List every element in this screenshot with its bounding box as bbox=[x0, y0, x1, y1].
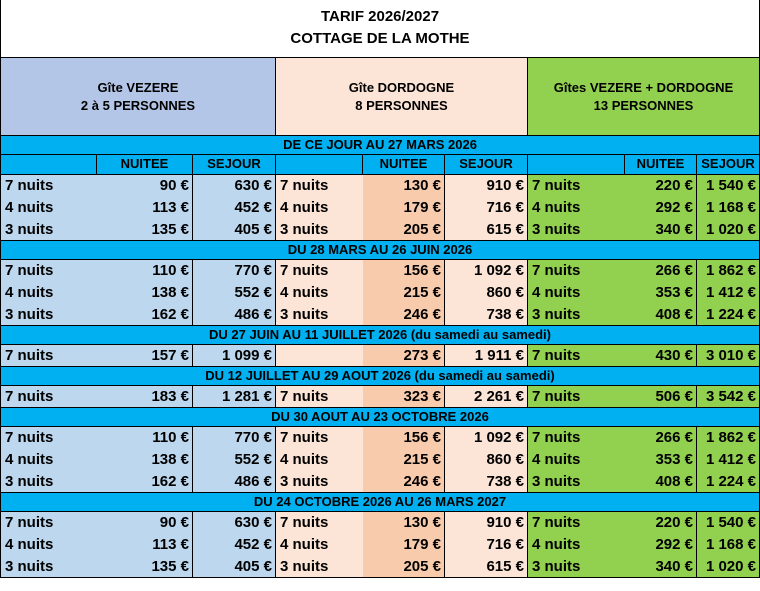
price-nuitee: 183 € bbox=[97, 386, 193, 408]
header-gite-vezere bbox=[0, 58, 276, 136]
price-sejour: 1 092 € bbox=[445, 260, 528, 282]
row-label: 7 nuits bbox=[0, 386, 97, 408]
row-label: 4 nuits bbox=[0, 449, 97, 471]
price-nuitee: 162 € bbox=[97, 471, 193, 493]
header-line-1: Gîte VEZERE bbox=[97, 79, 179, 95]
row-label: 4 nuits bbox=[0, 197, 97, 219]
row-label bbox=[276, 345, 363, 367]
price-sejour: 1 168 € bbox=[697, 197, 760, 219]
price-nuitee: 246 € bbox=[363, 304, 445, 326]
price-sejour: 770 € bbox=[193, 427, 276, 449]
column-header-nuitee: NUITEE bbox=[363, 155, 445, 175]
period-header: DU 24 OCTOBRE 2026 AU 26 MARS 2027 bbox=[0, 493, 760, 512]
header-gite-dordogne bbox=[276, 58, 528, 136]
column-header-blank bbox=[528, 155, 625, 175]
price-sejour: 1 224 € bbox=[697, 471, 760, 493]
price-sejour: 716 € bbox=[445, 534, 528, 556]
price-sejour: 738 € bbox=[445, 471, 528, 493]
price-nuitee: 90 € bbox=[97, 512, 193, 534]
period-header: DU 28 MARS AU 26 JUIN 2026 bbox=[0, 241, 760, 260]
price-sejour: 452 € bbox=[193, 197, 276, 219]
row-label: 7 nuits bbox=[528, 512, 625, 534]
price-sejour: 3 010 € bbox=[697, 345, 760, 367]
row-label: 4 nuits bbox=[528, 197, 625, 219]
row-label: 4 nuits bbox=[528, 282, 625, 304]
row-label: 7 nuits bbox=[0, 345, 97, 367]
price-nuitee: 179 € bbox=[363, 534, 445, 556]
price-sejour: 452 € bbox=[193, 534, 276, 556]
row-label: 3 nuits bbox=[0, 556, 97, 578]
price-sejour: 860 € bbox=[445, 449, 528, 471]
price-sejour: 615 € bbox=[445, 219, 528, 241]
header-line-2: 2 à 5 PERSONNES bbox=[80, 97, 196, 113]
header-line-2: 8 PERSONNES bbox=[355, 97, 448, 113]
row-label: 3 nuits bbox=[528, 471, 625, 493]
price-sejour: 3 542 € bbox=[697, 386, 760, 408]
row-label: 3 nuits bbox=[276, 304, 363, 326]
price-nuitee: 90 € bbox=[97, 175, 193, 197]
column-header-sejour: SEJOUR bbox=[193, 155, 276, 175]
price-nuitee: 215 € bbox=[363, 282, 445, 304]
row-label: 4 nuits bbox=[276, 197, 363, 219]
price-sejour: 1 092 € bbox=[445, 427, 528, 449]
row-label: 7 nuits bbox=[528, 260, 625, 282]
price-sejour: 615 € bbox=[445, 556, 528, 578]
row-label: 7 nuits bbox=[528, 386, 625, 408]
price-sejour: 1 281 € bbox=[193, 386, 276, 408]
column-header-nuitee: NUITEE bbox=[625, 155, 697, 175]
price-sejour: 1 911 € bbox=[445, 345, 528, 367]
price-sejour: 738 € bbox=[445, 304, 528, 326]
row-label: 4 nuits bbox=[276, 282, 363, 304]
price-sejour: 910 € bbox=[445, 512, 528, 534]
row-label: 7 nuits bbox=[0, 175, 97, 197]
price-sejour: 716 € bbox=[445, 197, 528, 219]
row-label: 3 nuits bbox=[528, 219, 625, 241]
price-sejour: 1 020 € bbox=[697, 219, 760, 241]
row-label: 3 nuits bbox=[0, 471, 97, 493]
row-label: 3 nuits bbox=[528, 304, 625, 326]
price-sejour: 1 862 € bbox=[697, 427, 760, 449]
row-label: 7 nuits bbox=[276, 260, 363, 282]
price-sejour: 405 € bbox=[193, 219, 276, 241]
price-nuitee: 138 € bbox=[97, 282, 193, 304]
price-nuitee: 408 € bbox=[625, 471, 697, 493]
row-label: 4 nuits bbox=[276, 449, 363, 471]
column-header-blank bbox=[0, 155, 97, 175]
price-sejour: 405 € bbox=[193, 556, 276, 578]
price-sejour: 1 862 € bbox=[697, 260, 760, 282]
header-line-2: 13 PERSONNES bbox=[593, 97, 694, 113]
row-label: 3 nuits bbox=[276, 471, 363, 493]
price-nuitee: 353 € bbox=[625, 449, 697, 471]
price-sejour: 1 020 € bbox=[697, 556, 760, 578]
price-nuitee: 157 € bbox=[97, 345, 193, 367]
row-label: 3 nuits bbox=[276, 556, 363, 578]
row-label: 7 nuits bbox=[276, 386, 363, 408]
price-nuitee: 340 € bbox=[625, 219, 697, 241]
price-nuitee: 156 € bbox=[363, 260, 445, 282]
period-header: DU 30 AOUT AU 23 OCTOBRE 2026 bbox=[0, 408, 760, 427]
price-nuitee: 408 € bbox=[625, 304, 697, 326]
price-nuitee: 340 € bbox=[625, 556, 697, 578]
price-sejour: 1 412 € bbox=[697, 449, 760, 471]
price-nuitee: 273 € bbox=[363, 345, 445, 367]
row-label: 4 nuits bbox=[528, 449, 625, 471]
price-sejour: 1 540 € bbox=[697, 512, 760, 534]
price-nuitee: 130 € bbox=[363, 512, 445, 534]
price-sejour: 2 261 € bbox=[445, 386, 528, 408]
price-nuitee: 292 € bbox=[625, 197, 697, 219]
row-label: 4 nuits bbox=[528, 534, 625, 556]
row-label: 7 nuits bbox=[276, 512, 363, 534]
price-nuitee: 162 € bbox=[97, 304, 193, 326]
price-nuitee: 205 € bbox=[363, 219, 445, 241]
price-sejour: 552 € bbox=[193, 449, 276, 471]
column-header-sejour: SEJOUR bbox=[445, 155, 528, 175]
price-nuitee: 220 € bbox=[625, 175, 697, 197]
row-label: 7 nuits bbox=[276, 427, 363, 449]
price-sejour: 552 € bbox=[193, 282, 276, 304]
price-nuitee: 110 € bbox=[97, 260, 193, 282]
header-line-1: Gîte DORDOGNE bbox=[348, 79, 455, 95]
row-label: 3 nuits bbox=[276, 219, 363, 241]
price-sejour: 486 € bbox=[193, 471, 276, 493]
column-header-blank bbox=[276, 155, 363, 175]
row-label: 4 nuits bbox=[0, 534, 97, 556]
period-header: DU 12 JUILLET AU 29 AOUT 2026 (du samedi au samedi) bbox=[0, 367, 760, 386]
row-label: 7 nuits bbox=[276, 175, 363, 197]
price-nuitee: 215 € bbox=[363, 449, 445, 471]
price-sejour: 1 224 € bbox=[697, 304, 760, 326]
header-line-1: Gîtes VEZERE + DORDOGNE bbox=[553, 79, 734, 95]
title-line-2: COTTAGE DE LA MOTHE bbox=[290, 30, 470, 47]
price-nuitee: 292 € bbox=[625, 534, 697, 556]
price-sejour: 770 € bbox=[193, 260, 276, 282]
price-sejour: 630 € bbox=[193, 512, 276, 534]
price-nuitee: 266 € bbox=[625, 260, 697, 282]
column-header-nuitee: NUITEE bbox=[97, 155, 193, 175]
row-label: 7 nuits bbox=[0, 512, 97, 534]
price-sejour: 910 € bbox=[445, 175, 528, 197]
title-block bbox=[0, 0, 760, 58]
price-sejour: 1 540 € bbox=[697, 175, 760, 197]
row-label: 4 nuits bbox=[276, 534, 363, 556]
price-nuitee: 506 € bbox=[625, 386, 697, 408]
period-header: DE CE JOUR AU 27 MARS 2026 bbox=[0, 136, 760, 155]
row-label: 7 nuits bbox=[0, 260, 97, 282]
row-label: 4 nuits bbox=[0, 282, 97, 304]
period-header: DU 27 JUIN AU 11 JUILLET 2026 (du samedi au samedi) bbox=[0, 326, 760, 345]
price-nuitee: 113 € bbox=[97, 534, 193, 556]
row-label: 3 nuits bbox=[528, 556, 625, 578]
price-sejour: 486 € bbox=[193, 304, 276, 326]
price-sejour: 1 099 € bbox=[193, 345, 276, 367]
row-label: 7 nuits bbox=[528, 345, 625, 367]
price-nuitee: 179 € bbox=[363, 197, 445, 219]
price-sejour: 860 € bbox=[445, 282, 528, 304]
price-sejour: 1 412 € bbox=[697, 282, 760, 304]
price-nuitee: 156 € bbox=[363, 427, 445, 449]
row-label: 3 nuits bbox=[0, 219, 97, 241]
price-nuitee: 246 € bbox=[363, 471, 445, 493]
price-nuitee: 266 € bbox=[625, 427, 697, 449]
price-nuitee: 135 € bbox=[97, 219, 193, 241]
header-gites-combined bbox=[528, 58, 760, 136]
price-nuitee: 353 € bbox=[625, 282, 697, 304]
row-label: 3 nuits bbox=[0, 304, 97, 326]
price-nuitee: 138 € bbox=[97, 449, 193, 471]
price-nuitee: 130 € bbox=[363, 175, 445, 197]
price-nuitee: 323 € bbox=[363, 386, 445, 408]
price-nuitee: 135 € bbox=[97, 556, 193, 578]
price-nuitee: 205 € bbox=[363, 556, 445, 578]
row-label: 7 nuits bbox=[0, 427, 97, 449]
price-nuitee: 220 € bbox=[625, 512, 697, 534]
price-sejour: 1 168 € bbox=[697, 534, 760, 556]
price-nuitee: 110 € bbox=[97, 427, 193, 449]
price-nuitee: 113 € bbox=[97, 197, 193, 219]
price-sejour: 630 € bbox=[193, 175, 276, 197]
price-nuitee: 430 € bbox=[625, 345, 697, 367]
title-line-1: TARIF 2026/2027 bbox=[320, 8, 440, 25]
row-label: 7 nuits bbox=[528, 427, 625, 449]
row-label: 7 nuits bbox=[528, 175, 625, 197]
column-header-sejour: SEJOUR bbox=[697, 155, 760, 175]
